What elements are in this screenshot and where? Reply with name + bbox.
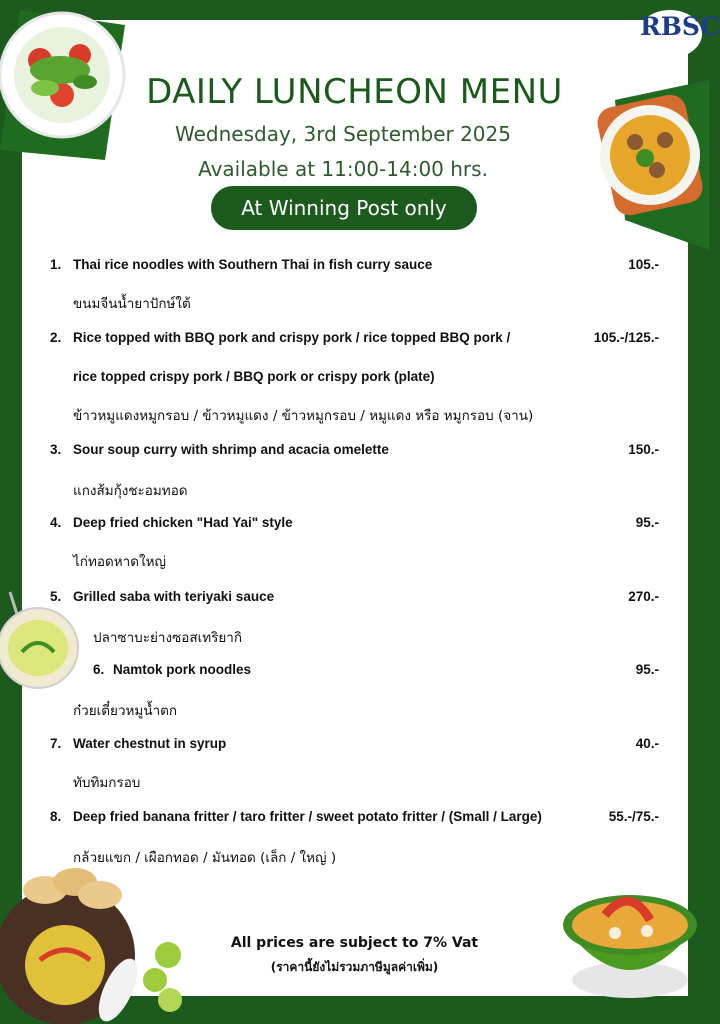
item-7-name: Water chestnut in syrup — [73, 736, 227, 751]
item-3-number: 3. — [50, 442, 62, 457]
menu-hours: Available at 11:00-14:00 hrs. — [198, 157, 488, 181]
item-5-thai: ปลาซาบะย่างซอสเทริยากิ — [93, 630, 243, 646]
menu-date: Wednesday, 3rd September 2025 — [175, 122, 511, 146]
item-8-thai: กล้วยแขก / เผือกทอด / มันทอด (เล็ก / ใหญ่ ) — [73, 850, 337, 866]
item-1-price: 105.- — [628, 257, 659, 272]
item-8-name: Deep fried banana fritter / taro fritter / sweet potato fritter / (Small / Large) — [73, 809, 542, 824]
drink-illustration — [0, 590, 80, 700]
item-6-number: 6. — [93, 662, 105, 677]
item-4-thai: ไก่ทอดหาดใหญ่ — [73, 554, 166, 570]
item-2-name-line2: rice topped crispy pork / BBQ pork or crispy pork (plate) — [73, 369, 435, 384]
item-2-number: 2. — [50, 330, 62, 345]
item-3-thai: แกงส้มกุ้งชะอมทอด — [73, 483, 188, 499]
club-logo-text: RBSC — [640, 12, 720, 41]
vat-note: All prices are subject to 7% Vat — [230, 935, 479, 951]
item-5-name: Grilled saba with teriyaki sauce — [73, 589, 275, 604]
item-5-price: 270.- — [628, 589, 659, 604]
menu-title: DAILY LUNCHEON MENU — [146, 72, 563, 112]
item-3-price: 150.- — [628, 442, 659, 457]
item-3-name: Sour soup curry with shrimp and acacia omelette — [73, 442, 389, 457]
item-8-number: 8. — [50, 809, 62, 824]
item-1-name: Thai rice noodles with Southern Thai in fish curry sauce — [73, 257, 433, 272]
item-2-name: Rice topped with BBQ pork and crispy pork / rice topped BBQ pork / — [73, 330, 511, 345]
location-badge: At Winning Post only — [211, 186, 477, 230]
item-1-thai: ขนมจีนน้ำยาปักษ์ใต้ — [73, 296, 191, 312]
item-7-thai: ทับทิมกรอบ — [73, 775, 141, 791]
item-4-number: 4. — [50, 515, 62, 530]
item-1-number: 1. — [50, 257, 62, 272]
item-4-name: Deep fried chicken "Had Yai" style — [73, 515, 293, 530]
item-7-price: 40.- — [635, 736, 659, 751]
item-2-thai: ข้าวหมูแดงหมูกรอบ / ข้าวหมูแดง / ข้าวหมูกรอบ / หมูแดง หรือ หมูกรอบ (จาน) — [73, 408, 534, 424]
item-6-price: 95.- — [635, 662, 659, 677]
item-6-thai: ก๋วยเตี๋ยวหมูน้ำตก — [73, 703, 178, 719]
item-2-price: 105.-/125.- — [593, 330, 659, 345]
item-8-price: 55.-/75.- — [608, 809, 659, 824]
item-5-number: 5. — [50, 589, 62, 604]
item-7-number: 7. — [50, 736, 62, 751]
item-6-name: Namtok pork noodles — [113, 662, 252, 677]
vat-note-thai: (ราคานี้ยังไม่รวมภาษีมูลค่าเพิ่ม) — [270, 960, 439, 974]
item-4-price: 95.- — [635, 515, 659, 530]
